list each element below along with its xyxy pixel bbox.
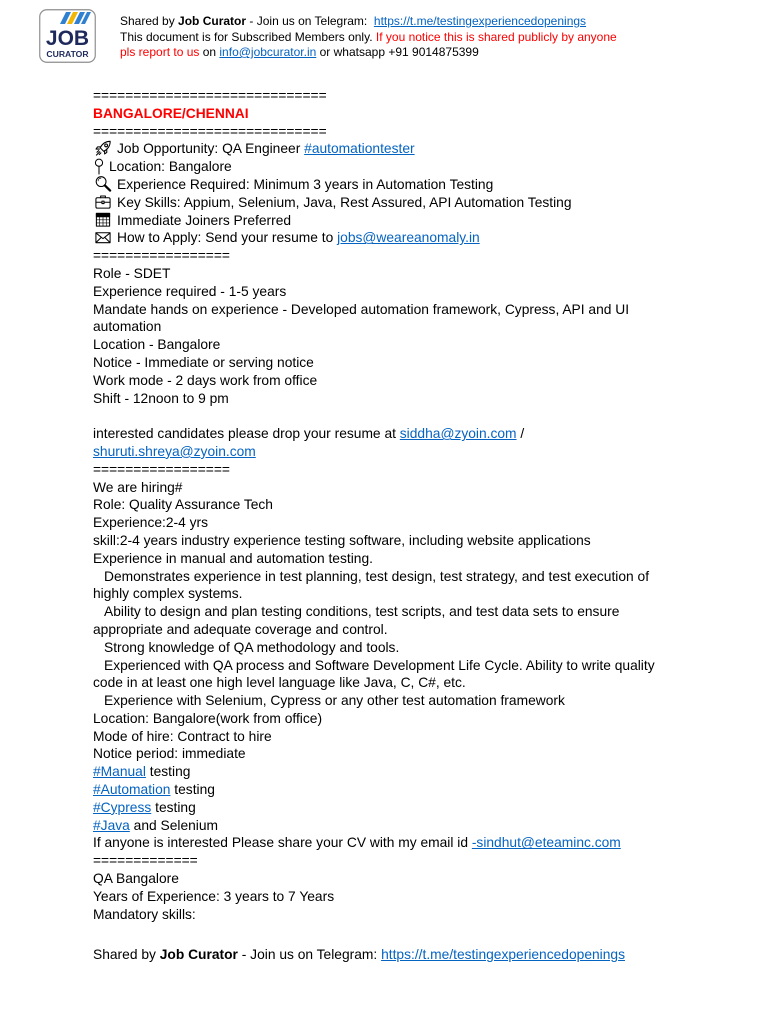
report-warning: pls report to us [120,45,200,59]
header-share-line [120,14,617,30]
qa-tech-role: Role: Quality Assurance Tech [93,497,273,513]
requirement-item: Ability to design and plan testing conditions, test scripts, and test data sets to ensure [104,604,620,620]
sdet-location: Location - Bangalore [93,337,221,353]
qa-tech-skill: skill:2-4 years industry experience testing software, including website applications [93,532,591,548]
sindhut-email-link[interactable]: -sindhut@eteaminc.com [471,835,621,851]
footer-prefix: Shared by [93,947,160,962]
blank-line [93,407,655,425]
joiners-line [93,212,655,230]
share-cv-label: If anyone is interested Please share your CV with my email id [93,835,472,851]
footer-telegram-link[interactable]: https://t.me/testingexperiencedopenings [381,947,625,962]
tag-rest: and Selenium [129,817,219,833]
whatsapp-contact: or whatsapp +91 9014875399 [316,45,479,59]
sdet-contact-label: interested candidates please drop your resume at [93,426,400,442]
requirement-item-continued: code in at least one high level language like Java, C, C#, etc. [93,675,466,691]
tag-line [93,763,655,781]
sdet-mandate-continued: automation [93,319,162,335]
job-opportunity-label: Job Opportunity: QA Engineer [117,141,305,157]
share-middle: - Join us on Telegram: [246,14,374,28]
tag-rest: testing [170,782,215,798]
telegram-link[interactable]: https://t.me/testingexperiencedopenings [373,14,587,28]
sdet-contact-line [93,425,655,443]
subscriber-notice: This document is for Subscribed Members only. [120,29,376,44]
location-line [93,158,655,176]
qa-tech-mode-of-hire: Mode of hire: Contract to hire [93,728,272,744]
report-on: on [199,45,220,59]
java-hashtag-link[interactable]: #Java [93,817,130,833]
magnifier-icon [94,175,112,192]
document-body [93,87,655,923]
share-footer [93,946,625,964]
hiring-heading: We are hiring# [93,479,183,495]
requirement-item: Demonstrates experience in test planning, test design, test strategy, and test execution of [104,568,650,584]
tag-line [93,781,655,799]
location-text: Location: Bangalore [109,159,232,175]
header-report-line [120,45,617,61]
apply-email-link[interactable]: jobs@weareanomaly.in [337,230,480,246]
key-skills-line [93,194,655,212]
logo-tagline: CURATOR [46,49,89,59]
footer-brand-name: Job Curator [159,947,238,962]
sdet-experience: Experience required - 1-5 years [93,283,287,299]
briefcase-icon [94,193,112,210]
divider-line: ================= [93,461,230,477]
qa-tech-notice-period: Notice period: immediate [93,746,246,762]
pushpin-icon [94,158,104,175]
requirement-item: Strong knowledge of QA methodology and tools. [104,639,400,655]
envelope-icon [94,229,112,246]
calendar-icon [94,211,112,228]
share-header [120,14,617,61]
sdet-shift: Shift - 12noon to 9 pm [93,390,229,406]
footer-share-line [93,946,625,964]
sdet-role: Role - SDET [93,265,171,281]
logo-wordmark: JOB [45,27,90,50]
apply-line [93,229,655,247]
qa-bangalore-experience: Years of Experience: 3 years to 7 Years [93,888,335,904]
requirement-item-continued: appropriate and adequate coverage and control. [93,621,388,637]
share-prefix: Shared by [120,14,179,28]
manual-hashtag-link[interactable]: #Manual [93,764,146,780]
divider-line: ============= [93,853,198,869]
tag-line [93,817,655,835]
divider-line: ============================= [93,88,327,103]
qa-tech-experience: Experience:2-4 yrs [93,515,209,531]
sdet-work-mode: Work mode - 2 days work from office [93,372,318,388]
tag-line [93,799,655,817]
job-opportunity-line [93,140,655,158]
automationtester-hashtag-link[interactable]: #automationtester [304,141,415,157]
joiners-text: Immediate Joiners Preferred [117,212,292,228]
qa-tech-share-line [93,834,655,852]
report-email-link[interactable]: info@jobcurator.in [219,45,317,59]
qa-tech-location: Location: Bangalore(work from office) [93,710,323,726]
header-notice-line [120,30,617,46]
job-curator-logo [39,9,96,63]
requirement-item-continued: highly complex systems. [93,586,243,602]
sdet-mandate: Mandate hands on experience - Developed automation framework, Cypress, API and UI [93,301,630,317]
qa-bangalore-title: QA Bangalore [93,871,179,887]
rocket-icon [94,140,112,157]
sdet-notice: Notice - Immediate or serving notice [93,354,314,370]
siddha-email-link[interactable]: siddha@zyoin.com [399,426,517,442]
divider-line: ============================= [93,123,327,139]
qa-bangalore-mandatory-skills: Mandatory skills: [93,906,196,922]
qa-tech-manual-automation: Experience in manual and automation testing. [93,550,373,566]
requirement-item: Experienced with QA process and Software Development Life Cycle. Ability to write quality [104,657,655,673]
automation-hashtag-link[interactable]: #Automation [93,782,171,798]
apply-label: How to Apply: Send your resume to [117,230,338,246]
experience-text: Experience Required: Minimum 3 years in Automation Testing [117,176,494,192]
region-title: BANGALORE/CHENNAI [93,105,249,121]
brand-name: Job Curator [178,14,247,28]
sharing-warning: If you notice this is shared publicly by anyone [375,29,617,44]
shuruti-email-link[interactable]: shuruti.shreya@zyoin.com [93,443,256,459]
requirement-item: Experience with Selenium, Cypress or any other test automation framework [104,693,565,709]
divider-line: ================= [93,248,230,264]
tag-rest: testing [151,799,196,815]
cypress-hashtag-link[interactable]: #Cypress [93,799,152,815]
tag-rest: testing [145,764,191,780]
key-skills-text: Key Skills: Appium, Selenium, Java, Rest Assured, API Automation Testing [117,194,572,210]
email-separator: / [516,426,525,442]
footer-middle: - Join us on Telegram: [237,947,382,962]
experience-line [93,176,655,194]
sdet-contact-line-continued [93,443,655,461]
